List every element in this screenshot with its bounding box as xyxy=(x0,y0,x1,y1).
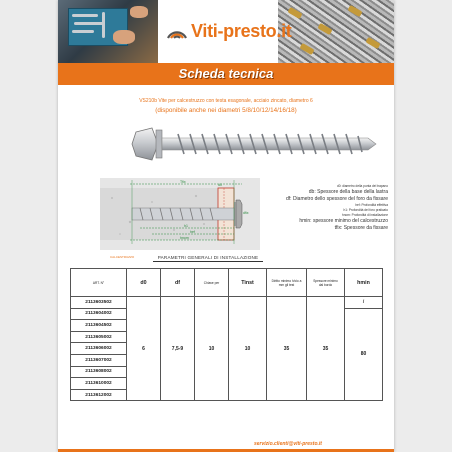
cell-spacing: 35 xyxy=(307,297,345,401)
legend-item: d0: diametro della punta del trapano xyxy=(336,184,388,188)
concrete-label: CALCESTRUZZO xyxy=(110,255,135,259)
article-code: 2113610002 xyxy=(71,378,127,390)
cell-tinst: 10 xyxy=(229,297,267,401)
col-header-spacing: Spessore minimo dal bordo xyxy=(307,269,345,297)
col-header-key: Chiave per xyxy=(195,269,229,297)
article-code: 2113608002 xyxy=(71,366,127,378)
article-code: 2113612002 xyxy=(71,389,127,401)
cell-df: 7,5-9 xyxy=(161,297,195,401)
diagram-caption: PARAMETRI GENERALI DI INSTALLAZIONE xyxy=(157,255,259,260)
legend-item: df: Diametro dello spessore del foro da fissare xyxy=(286,196,388,202)
article-code: 2113605002 xyxy=(71,331,127,343)
table-header-row xyxy=(71,269,383,297)
table-row xyxy=(71,297,383,309)
tools-photo xyxy=(58,0,158,63)
article-code: 2113604002 xyxy=(71,308,127,320)
article-code: 2113603502 xyxy=(71,297,127,309)
col-header-df: df xyxy=(161,269,195,297)
spec-table xyxy=(70,268,383,401)
col-header-article: ART. N° xyxy=(71,269,127,297)
dim-label-tfix: Tfix xyxy=(180,180,186,184)
col-header-d0: d0 xyxy=(127,269,161,297)
cell-key: 10 xyxy=(195,297,229,401)
article-code: 2113606002 xyxy=(71,343,127,355)
header-banner xyxy=(58,0,394,63)
cell-hmin-first: / xyxy=(345,297,383,309)
legend-item: hnom: Profondità di installazione xyxy=(341,213,388,217)
legend-item: db: Spessore della base della lastra xyxy=(308,189,388,195)
screw-image xyxy=(118,118,378,170)
article-code: 2113607002 xyxy=(71,354,127,366)
parameter-legend xyxy=(258,184,388,232)
cell-hmin: 80 xyxy=(345,308,383,401)
dim-label-h1: h1 xyxy=(184,224,188,228)
col-header-edge: Diritto minimo h/cio a mm gil test xyxy=(267,269,307,297)
col-header-tinst: Tinst xyxy=(229,269,267,297)
page-title: Scheda tecnica xyxy=(178,66,274,81)
datasheet-page xyxy=(58,0,394,452)
legend-item: hef: Profondità effettiva xyxy=(355,203,388,207)
cell-d0: 6 xyxy=(127,297,161,401)
cell-edge: 35 xyxy=(267,297,307,401)
customer-service-email[interactable]: servizio.clienti@viti-presto.it xyxy=(254,441,322,447)
screws-photo xyxy=(278,0,394,63)
article-code: 2113604502 xyxy=(71,320,127,332)
legend-item: h1: Profondità del foro praticato xyxy=(343,208,388,212)
title-bar xyxy=(58,63,394,85)
legend-item: hmin: spessore minimo del calcestruzzo xyxy=(299,218,388,224)
product-description: VS210b Vite per calcestruzzo con testa esagonale, acciaio zincato, diametro 6 xyxy=(139,98,313,104)
col-header-hmin: hmin xyxy=(345,269,383,297)
dim-label-d0: d0 xyxy=(218,183,222,187)
caption-underline xyxy=(153,261,263,262)
logo-arc-icon xyxy=(166,20,188,42)
logo-text: Viti-presto.it xyxy=(191,21,292,41)
product-availability: (disponibile anche nei diametri 5/8/10/12/14/16/18) xyxy=(155,107,297,114)
legend-item: tfix: Spessore da fissare xyxy=(334,225,388,231)
dim-label-hef: hef xyxy=(190,230,195,234)
dim-label-dfix: dfix xyxy=(243,211,249,215)
installation-diagram xyxy=(100,178,260,258)
brand-logo[interactable] xyxy=(166,20,292,46)
dim-label-hnom: hnom xyxy=(180,236,189,240)
